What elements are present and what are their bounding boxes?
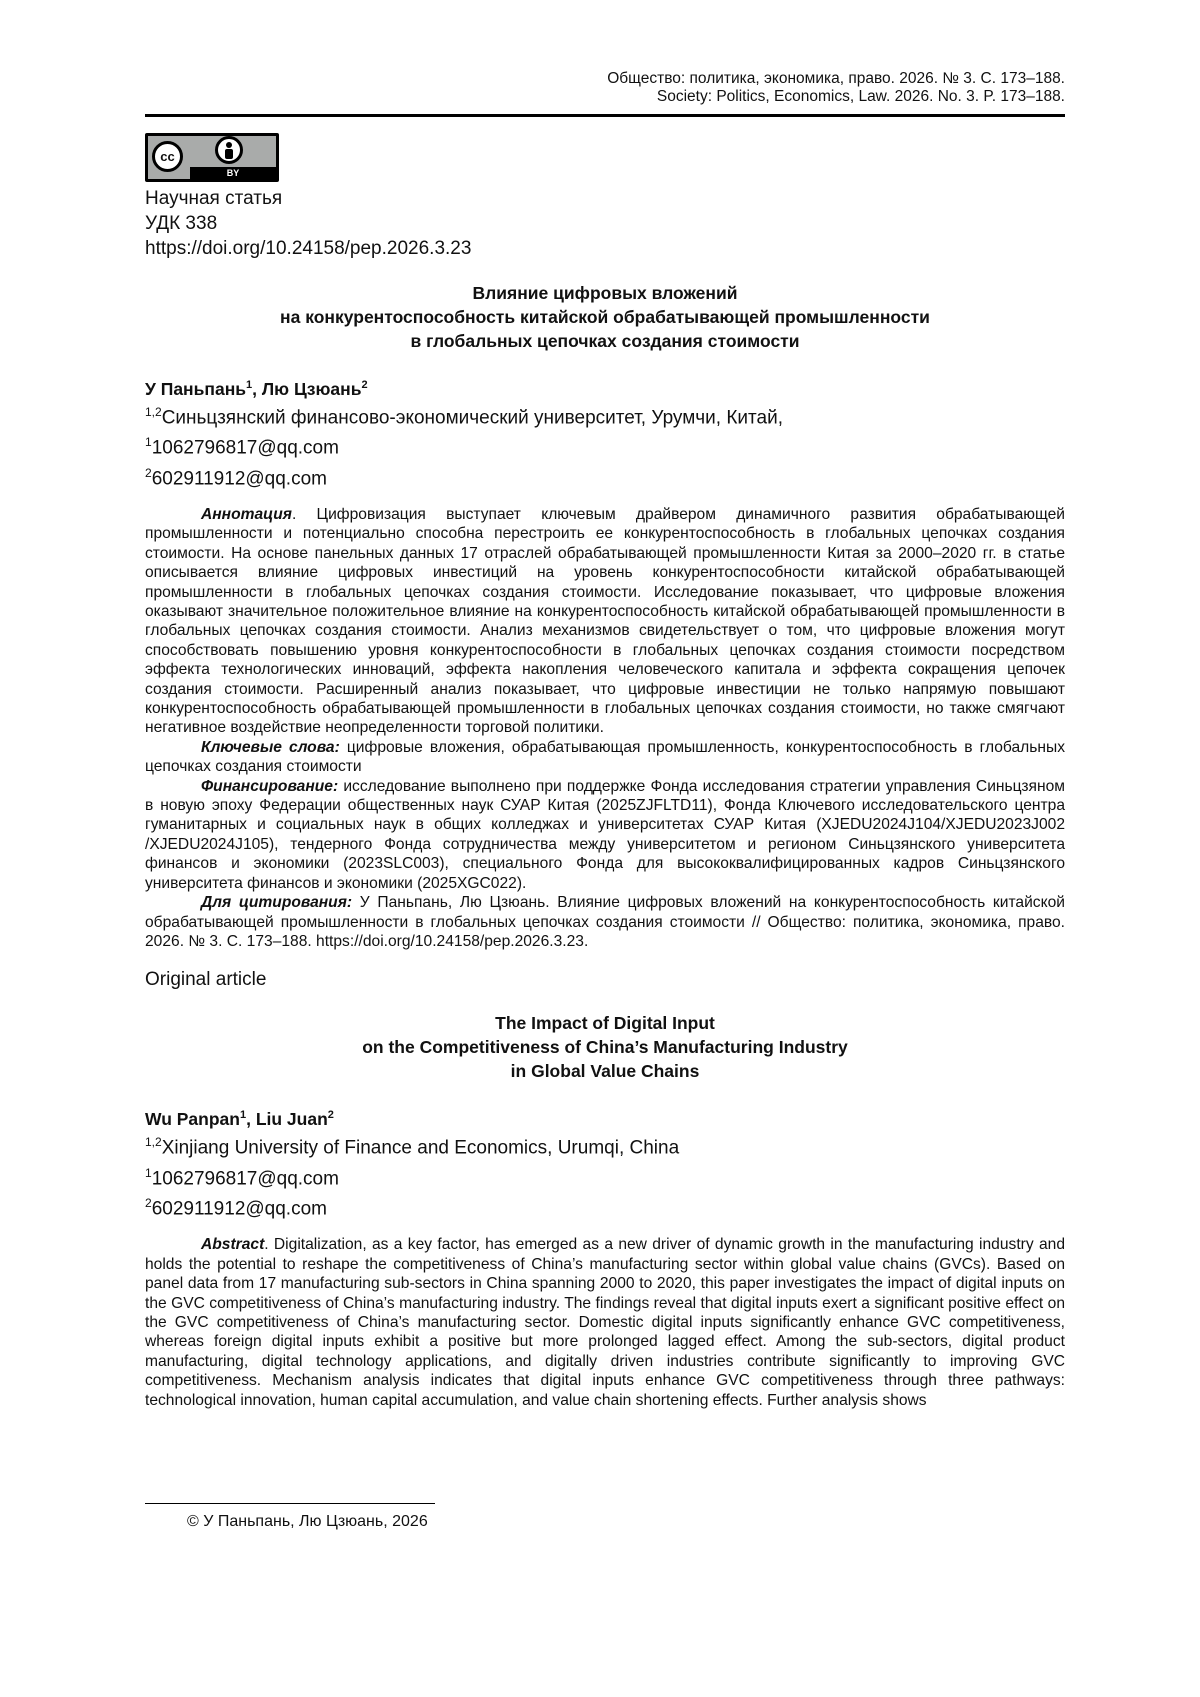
article-meta-ru [145,186,1065,261]
citation-ru-label: Для цитирования: [201,894,353,912]
person-body [225,149,233,159]
title-ru-line-3: в глобальных цепочках создания стоимости [410,331,800,351]
authors-ru [145,379,1065,400]
by-label: BY [190,167,276,179]
paper-page [145,70,1065,1410]
creative-commons-icon: cc [152,141,183,172]
email-1-en[interactable] [145,1161,1065,1191]
article-type-ru: Научная статья [145,188,283,209]
abstract-ru-text: . Цифровизация выступает ключевым драйвером динамичного развития обрабатывающей промышленности и потенциально способна перестроить ее конкурентоспособность в глобальных цепочках создания стоимости. На основе панельных данных 17 отраслей обрабатывающей промышленности Китая за 2000–2020 гг. в статье описывается влияние цифровых инвестиций на уровень конкурентоспособности китайской обрабатывающей промышленности в глобальных цепочках создания стоимости. Исследование показывает, что цифровые вложения оказывают значительное положительное влияние на конкурентоспособность китайской обрабатывающей промышленности в глобальных цепочках создания стоимости. Анализ механизмов свидетельствует о том, что цифровые вложения могут способствовать повышению уровня конкурентоспособности в глобальных цепочках создания стоимости посредством эффекта технологических инноваций, эффекта накопления человеческого капитала и эффекта сокращения цепочек создания стоимости. Расширенный анализ показывает, что цифровые инвестиции не только напрямую повышают конкурентоспособность обрабатывающей промышленности в глобальных цепочках создания стоимости, но также смягчают негативное воздействие неопределенности торговой политики. [145,505,1065,737]
author-1-ru-sup: 1 [246,379,253,392]
affiliation-en-sup: 1,2 [145,1135,162,1150]
person-head [226,142,232,148]
citation-ru [145,893,1065,951]
title-ru-line-1: Влияние цифровых вложений [472,283,738,303]
author-1-en: Wu Panpan [145,1109,240,1130]
funding-ru [145,777,1065,893]
keywords-ru-text: цифровые вложения, обрабатывающая промышленность, конкурентоспособность в глобальных цепочках создания стоимости [145,738,1065,776]
affiliation-ru [145,400,1065,491]
email-2-en-sup: 2 [145,1195,152,1210]
article-title-ru [145,281,1065,353]
article-title-en [145,1011,1065,1083]
abstract-en-text: . Digitalization, as a key factor, has emerged as a new driver of dynamic growth in the manufacturing industry and holds the potential to reshape the competitiveness of China’s manufacturing sector within global value chains (GVCs). Based on panel data from 17 manufacturing sub-sectors in China spanning 2000 to 2020, this paper investigates the impact of digital inputs on the GVC competitiveness of China’s manufacturing industry. The findings reveal that digital inputs exert a significant positive effect on the GVC competitiveness of China’s manufacturing sector. Domestic digital inputs significantly enhance GVC competitiveness, whereas foreign digital inputs exhibit a positive but more prolonged lagged effect. Among the sub-sectors, digital product manufacturing, digital technology applications, and digitally driven industries contribute significantly to improving GVC competitiveness. Mechanism analysis indicates that digital inputs enhance GVC competitiveness through three pathways: technological innovation, human capital accumulation, and value chain shortening effects. Further analysis shows [145,1236,1065,1409]
attribution-person-icon [215,136,243,164]
title-en-line-2: on the Competitiveness of China’s Manufacturing Industry [362,1037,848,1058]
affiliation-ru-line [145,400,1065,430]
authors-en [145,1109,1065,1130]
author-2-en-sup: 2 [327,1109,334,1122]
citation-ru-text: У Паньпань, Лю Цзюань. Влияние цифровых вложений на конкурентоспособность китайской обрабатывающей промышленности в глобальных цепочках создания стоимости // Общество: политика, экономика, право. 2026. № 3. С. 173–188. https://doi.org/10.24158/pep.2026.3.23. [145,894,1065,950]
journal-citation-en: Society: Politics, Economics, Law. 2026. No. 3. P. 173–188. [656,88,1065,105]
email-2-ru-sup: 2 [145,465,152,480]
journal-citation-ru: Общество: политика, экономика, право. 2026. № 3. С. 173–188. [607,70,1065,87]
abstract-en [145,1235,1065,1410]
abstract-ru-label: Аннотация [201,505,292,523]
funding-ru-text: исследование выполнено при поддержке Фонда исследования стратегии управления Синьцзяном в новую эпоху Федерации общественных наук СУАР Китая (2025ZJFLTD11), Фонда Ключевого исследовательского центра гуманитарных и социальных наук в общих колледжах и университетах СУАР Китая (XJEDU2024J104/XJEDU2023J002 /XJEDU2024J105), тендерного Фонда сотрудничества между университетом и регионом Синьцзянского университета финансов и экономики (2023SLC003), специального Фонда для высококвалифицированных кадров Синьцзянского университета финансов и экономики (2025XGC022). [145,777,1065,892]
header-rule [145,114,1065,117]
title-en-line-3: in Global Value Chains [510,1061,700,1082]
udk-code: УДК 338 [145,213,218,234]
affiliation-en-text: Xinjiang University of Finance and Economics, Urumqi, China [161,1137,680,1159]
article-type-en: Original article [145,969,267,991]
author-2-en: Liu Juan [255,1109,328,1130]
affiliation-ru-text: Синьцзянский финансово-экономический университет, Урумчи, Китай, [161,407,783,429]
affiliation-en [145,1130,1065,1221]
spacer-en [145,1221,1065,1235]
title-ru-line-2: на конкурентоспособность китайской обрабатывающей промышленности [280,307,930,327]
keywords-ru [145,738,1065,777]
author-1-ru: У Паньпань [145,379,247,399]
email-2-ru-text[interactable]: 602911912@qq.com [151,467,327,489]
spacer [145,491,1065,505]
email-1-ru-text[interactable]: 1062796817@qq.com [151,437,339,459]
footnote-rule [145,1503,435,1504]
affiliation-en-line [145,1130,1065,1160]
author-separator-en: , [246,1109,256,1130]
email-2-en-text[interactable]: 602911912@qq.com [151,1198,327,1220]
copyright-footnote: © У Паньпань, Лю Цзюань, 2026 [187,1513,428,1530]
cc-by-license-badge [145,133,279,182]
doi-link[interactable]: https://doi.org/10.24158/pep.2026.3.23 [145,238,472,259]
email-2-ru[interactable] [145,461,1065,491]
email-1-en-text[interactable]: 1062796817@qq.com [151,1167,339,1189]
title-en-line-1: The Impact of Digital Input [495,1013,715,1034]
email-1-en-sup: 1 [145,1165,152,1180]
journal-header [145,70,1065,106]
email-1-ru[interactable] [145,430,1065,460]
author-1-en-sup: 1 [239,1109,247,1122]
author-separator: , [252,379,262,399]
abstract-en-label: Abstract [201,1236,265,1254]
author-2-ru-sup: 2 [361,379,368,392]
email-2-en[interactable] [145,1191,1065,1221]
author-2-ru: Лю Цзюань [261,379,362,399]
funding-ru-label: Финансирование: [201,777,339,795]
abstract-ru [145,505,1065,738]
affiliation-ru-sup: 1,2 [145,405,162,419]
keywords-ru-label: Ключевые слова: [201,738,340,756]
email-1-ru-sup: 1 [145,435,152,450]
